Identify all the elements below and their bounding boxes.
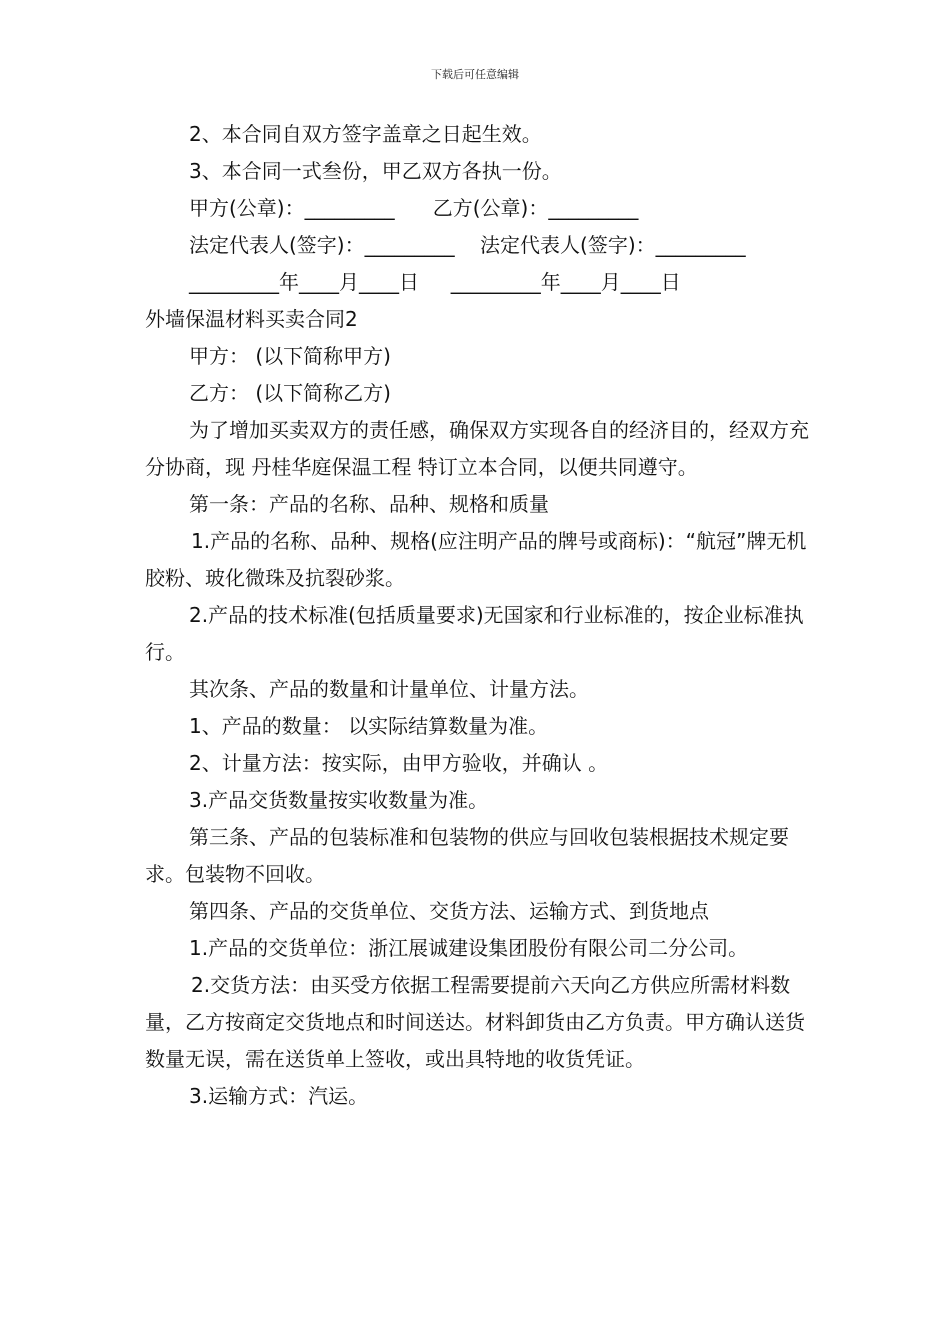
article-4-item-3: 3.运输方式：汽运。 [189, 1084, 369, 1108]
party-b: 乙方： (以下简称乙方) [189, 381, 391, 405]
party-a: 甲方： (以下简称甲方) [189, 344, 391, 368]
article-1-heading: 第一条：产品的名称、品种、规格和质量 [189, 492, 549, 516]
article-4-heading: 第四条、产品的交货单位、交货方法、运输方式、到货地点 [189, 899, 709, 923]
seal-line: 甲方(公章)：_________ 乙方(公章)：_________ [189, 196, 639, 220]
contract-body [145, 116, 813, 1115]
page-header: 下载后可任意编辑 [431, 68, 519, 81]
clause-effective: 2、本合同自双方签字盖章之日起生效。 [189, 122, 542, 146]
article-2-heading: 其次条、产品的数量和计量单位、计量方法。 [189, 677, 589, 701]
article-3: 第三条、产品的包装标准和包装物的供应与回收包装根据技术规定要求。包装物不回收。 [145, 825, 789, 886]
article-4-item-1: 1.产品的交货单位：浙江展诚建设集团股份有限公司二分公司。 [189, 936, 749, 960]
preamble: 为了增加买卖双方的责任感，确保双方实现各自的经济目的，经双方充分协商，现 丹桂华庭保温工程 特订立本合同，以便共同遵守。 [145, 418, 809, 479]
contract-title: 外墙保温材料买卖合同2 [145, 307, 358, 331]
clause-copies: 3、本合同一式叁份，甲乙双方各执一份。 [189, 159, 562, 183]
date-line: _________年____月____日 _________年____月____日 [189, 270, 681, 294]
article-2-item-2: 2、计量方法：按实际，由甲方验收，并确认 。 [189, 751, 609, 775]
article-2-item-3: 3.产品交货数量按实收数量为准。 [189, 788, 489, 812]
article-1-item-2: 2.产品的技术标准(包括质量要求)无国家和行业标准的，按企业标准执行。 [145, 603, 804, 664]
article-4-item-2: 2.交货方法：由买受方依据工程需要提前六天向乙方供应所需材料数量，乙方按商定交货地点和时间送达。材料卸货由乙方负责。甲方确认送货数量无误，需在送货单上签收，或出具特地的收货凭证。 [145, 973, 805, 1071]
article-1-item-1: 1.产品的名称、品种、规格(应注明产品的牌号或商标)：“航冠”牌无机胶粉、玻化微珠及抗裂砂浆。 [145, 529, 807, 590]
signature-line: 法定代表人(签字)：_________ 法定代表人(签字)：_________ [189, 233, 746, 257]
article-2-item-1: 1、产品的数量： 以实际结算数量为准。 [189, 714, 549, 738]
